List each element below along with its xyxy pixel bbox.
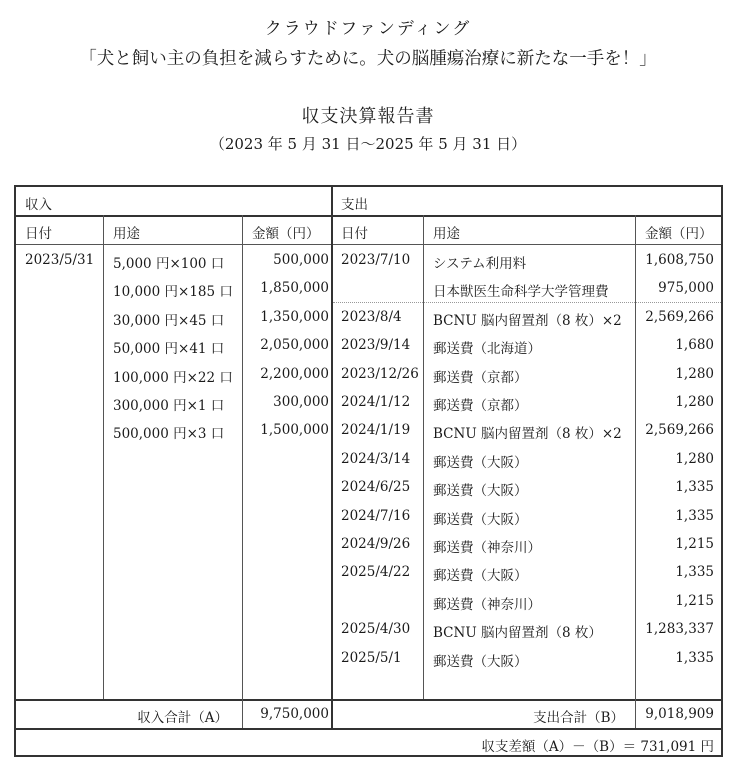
- expense-row-desc: システム利用料: [433, 256, 527, 272]
- expense-row-amount: 1,280: [675, 394, 714, 410]
- expense-col-amount: 金額（円）: [645, 226, 713, 242]
- divider: [16, 244, 721, 245]
- expense-row-amount: 2,569,266: [645, 308, 714, 325]
- income-total: 9,750,000: [260, 706, 329, 722]
- income-row-amount: 1,350,000: [260, 308, 329, 325]
- balance-summary: 収支差額（A）－（B）＝ 731,091 円: [481, 739, 714, 755]
- divider: [423, 215, 424, 699]
- expense-row-desc: 日本獣医生命科学大学管理費: [433, 284, 609, 301]
- expense-section-label: 支出: [341, 197, 368, 213]
- expense-row-date: 2025/4/30: [341, 621, 411, 638]
- expense-row-desc: BCNU 脳内留置剤（8 枚）×2: [433, 312, 622, 329]
- expense-row-amount: 1,283,337: [645, 621, 714, 638]
- expense-row-date: 2023/8/4: [341, 308, 402, 325]
- report-period: （2023 年 5 月 31 日〜2025 年 5 月 31 日）: [209, 135, 527, 153]
- income-row-desc: 500,000 円×3 口: [113, 426, 225, 443]
- income-col-amount: 金額（円）: [252, 226, 320, 242]
- divider: [635, 215, 636, 728]
- expense-row-desc: 郵送費（神奈川）: [433, 540, 541, 556]
- expense-row-desc: 郵送費（神奈川）: [433, 596, 541, 613]
- expense-row-amount: 1,335: [675, 479, 714, 496]
- divider: [16, 215, 721, 217]
- expense-row-date: 2024/1/19: [341, 422, 411, 439]
- campaign-title: 「犬と飼い主の負担を減らすために。犬の脳腫瘍治療に新たな一手を！」: [79, 49, 657, 69]
- expense-row-amount: 1,280: [675, 450, 714, 467]
- income-col-date: 日付: [25, 226, 52, 242]
- divider: [103, 215, 104, 699]
- expense-row-amount: 1,215: [675, 592, 714, 609]
- income-row-desc: 30,000 円×45 口: [113, 312, 225, 329]
- expense-row-amount: 1,608,750: [645, 252, 714, 268]
- divider: [331, 187, 333, 728]
- expense-row-desc: 郵送費（大阪）: [433, 483, 528, 500]
- expense-row-date: 2023/12/26: [341, 365, 419, 382]
- expense-row-desc: 郵送費（京都）: [433, 369, 528, 386]
- income-row-desc: 5,000 円×100 口: [113, 256, 225, 272]
- expense-row-desc: 郵送費（北海道）: [433, 341, 541, 358]
- expense-row-amount: 1,335: [675, 649, 714, 666]
- divider: [242, 215, 243, 728]
- income-row-amount: 1,500,000: [260, 422, 329, 439]
- income-row-desc: 10,000 円×185 口: [113, 284, 233, 301]
- expense-row-amount: 1,335: [675, 507, 714, 524]
- income-row-desc: 50,000 円×41 口: [113, 341, 225, 358]
- expense-row-desc: BCNU 脳内留置剤（8 枚）: [433, 625, 602, 642]
- expense-col-date: 日付: [341, 226, 368, 242]
- expense-row-amount: 2,569,266: [645, 422, 714, 439]
- income-row-amount: 2,050,000: [260, 337, 329, 354]
- expense-col-desc: 用途: [433, 226, 460, 242]
- income-row-amount: 500,000: [273, 252, 329, 268]
- income-row-date: 2023/5/31: [25, 252, 95, 268]
- expense-row-date: 2024/3/14: [341, 450, 411, 467]
- expense-row-date: 2023/9/14: [341, 337, 411, 354]
- divider: [16, 699, 721, 701]
- expense-total-label: 支出合計（B）: [533, 710, 624, 726]
- income-row-amount: 2,200,000: [260, 365, 329, 382]
- expense-row-amount: 975,000: [658, 280, 714, 297]
- expense-row-desc: 郵送費（大阪）: [433, 568, 528, 585]
- expense-row-date: 2024/1/12: [341, 394, 411, 410]
- report-title: 収支決算報告書: [301, 106, 435, 127]
- expense-row-amount: 1,680: [675, 337, 714, 354]
- expense-row-amount: 1,335: [675, 564, 714, 581]
- divider: [16, 728, 721, 730]
- expense-row-date: 2025/5/1: [341, 649, 402, 666]
- dotted-separator: [333, 302, 721, 303]
- expense-row-date: 2024/9/26: [341, 536, 411, 552]
- income-total-label: 収入合計（A）: [137, 710, 228, 726]
- income-row-desc: 100,000 円×22 口: [113, 369, 233, 386]
- expense-row-desc: 郵送費（大阪）: [433, 454, 528, 471]
- expense-row-desc: 郵送費（大阪）: [433, 653, 528, 670]
- expense-row-desc: BCNU 脳内留置剤（8 枚）×2: [433, 426, 622, 443]
- income-row-amount: 300,000: [273, 394, 329, 410]
- campaign-type: クラウドファンディング: [264, 19, 472, 39]
- income-row-amount: 1,850,000: [260, 280, 329, 297]
- settlement-table: [14, 185, 723, 757]
- expense-row-desc: 郵送費（京都）: [433, 398, 528, 414]
- expense-row-date: 2025/4/22: [341, 564, 411, 581]
- expense-row-date: 2024/6/25: [341, 479, 411, 496]
- expense-row-amount: 1,280: [675, 365, 714, 382]
- income-section-label: 収入: [25, 197, 52, 213]
- income-row-desc: 300,000 円×1 口: [113, 398, 225, 414]
- expense-row-amount: 1,215: [675, 536, 714, 552]
- expense-total: 9,018,909: [645, 706, 714, 722]
- expense-row-desc: 郵送費（大阪）: [433, 511, 528, 528]
- expense-row-date: 2024/7/16: [341, 507, 411, 524]
- income-col-desc: 用途: [113, 226, 140, 242]
- expense-row-date: 2023/7/10: [341, 252, 411, 268]
